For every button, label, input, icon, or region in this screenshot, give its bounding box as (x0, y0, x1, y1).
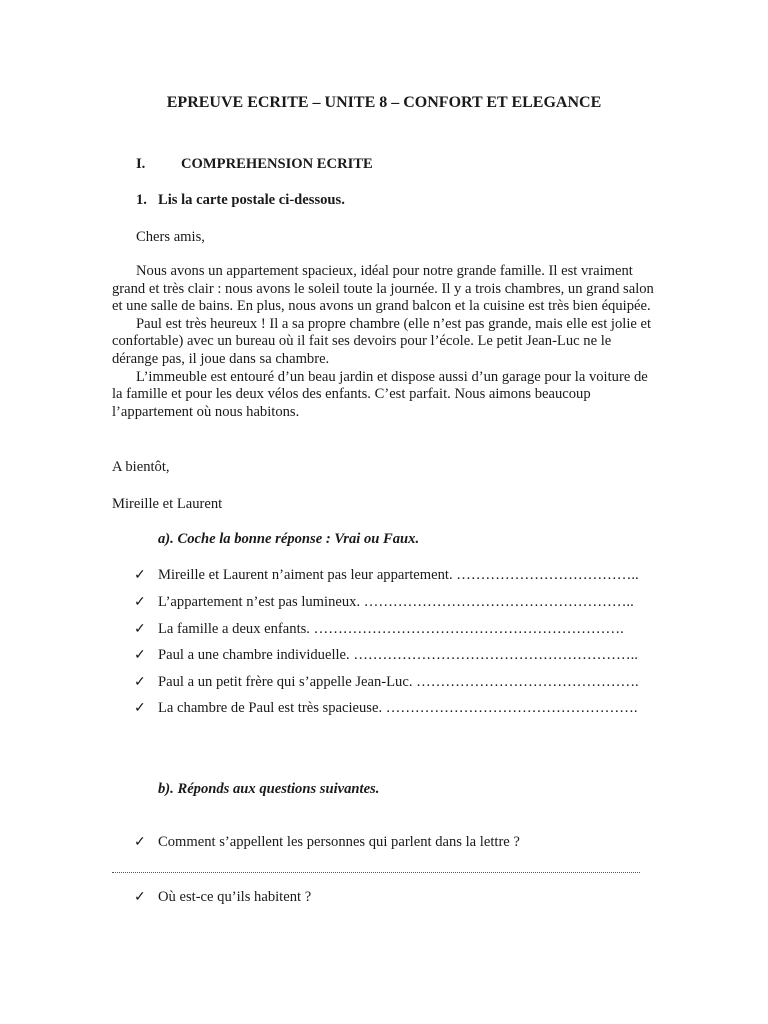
checkmark-icon: ✓ (134, 890, 146, 905)
part-a-heading: a). Coche la bonne réponse : Vrai ou Faux. (158, 531, 420, 547)
section-heading: COMPREHENSION ECRITE (181, 156, 373, 172)
question-item: Comment s’appellent les personnes qui parlent dans la lettre ? (158, 834, 520, 850)
part-b-heading: b). Réponds aux questions suivantes. (158, 781, 380, 797)
letter-paragraph-2: Paul est très heureux ! Il a sa propre chambre (elle n’est pas grande, mais elle est jolie et confortable) avec un bureau où il fait ses devoirs pour l’école. Le petit Jean-Luc ne le dérange pas, il joue dans sa chambre. (112, 315, 652, 367)
question-item: Où est-ce qu’ils habitent ? (158, 889, 312, 905)
statement-item[interactable]: L’appartement n’est pas lumineux. ……………………………………………….. (158, 594, 634, 610)
statement-item[interactable]: La chambre de Paul est très spacieuse. ……………………………………………. (158, 700, 638, 716)
statement-item[interactable]: Paul a une chambre individuelle. ………………………………………………….. (158, 647, 638, 663)
document-title: EPREUVE ECRITE – UNITE 8 – CONFORT ET ELEGANCE (166, 94, 602, 111)
checkmark-icon: ✓ (134, 622, 146, 637)
letter-paragraph-1: Nous avons un appartement spacieux, idéal pour notre grande famille. Il est vraiment grand et très clair : nous avons le soleil toute la journée. Il y a trois chambres, un grand salon et une salle de bains. En plus, nous avons un grand balcon et la cuisine est très bien équipée. (112, 263, 654, 315)
letter-body (112, 263, 657, 421)
checkmark-icon: ✓ (134, 835, 146, 850)
checkmark-icon: ✓ (134, 568, 146, 583)
checkmark-icon: ✓ (134, 595, 146, 610)
checkmark-icon: ✓ (134, 648, 146, 663)
statement-item[interactable]: La famille a deux enfants. ………………………………………………………. (158, 621, 624, 637)
statement-item[interactable]: Paul a un petit frère qui s’appelle Jean-Luc. ………………………………………. (158, 674, 639, 690)
letter-paragraph-3: L’immeuble est entouré d’un beau jardin et dispose aussi d’un garage pour la voiture de la famille et pour les deux vélos des enfants. C’est parfait. Nous aimons beaucoup l’appartement où nous habitons. (112, 368, 648, 420)
checkmark-icon: ✓ (134, 701, 146, 716)
answer-line[interactable] (112, 872, 640, 873)
section-number: I. (136, 156, 146, 172)
checkmark-icon: ✓ (134, 675, 146, 690)
letter-closing: A bientôt, (112, 459, 170, 475)
instruction-number: 1. (136, 192, 147, 208)
statement-item[interactable]: Mireille et Laurent n’aiment pas leur appartement. ……………………………….. (158, 567, 639, 583)
letter-signature: Mireille et Laurent (112, 496, 223, 512)
instruction-text: Lis la carte postale ci-dessous. (158, 192, 345, 208)
letter-greeting: Chers amis, (136, 229, 205, 245)
